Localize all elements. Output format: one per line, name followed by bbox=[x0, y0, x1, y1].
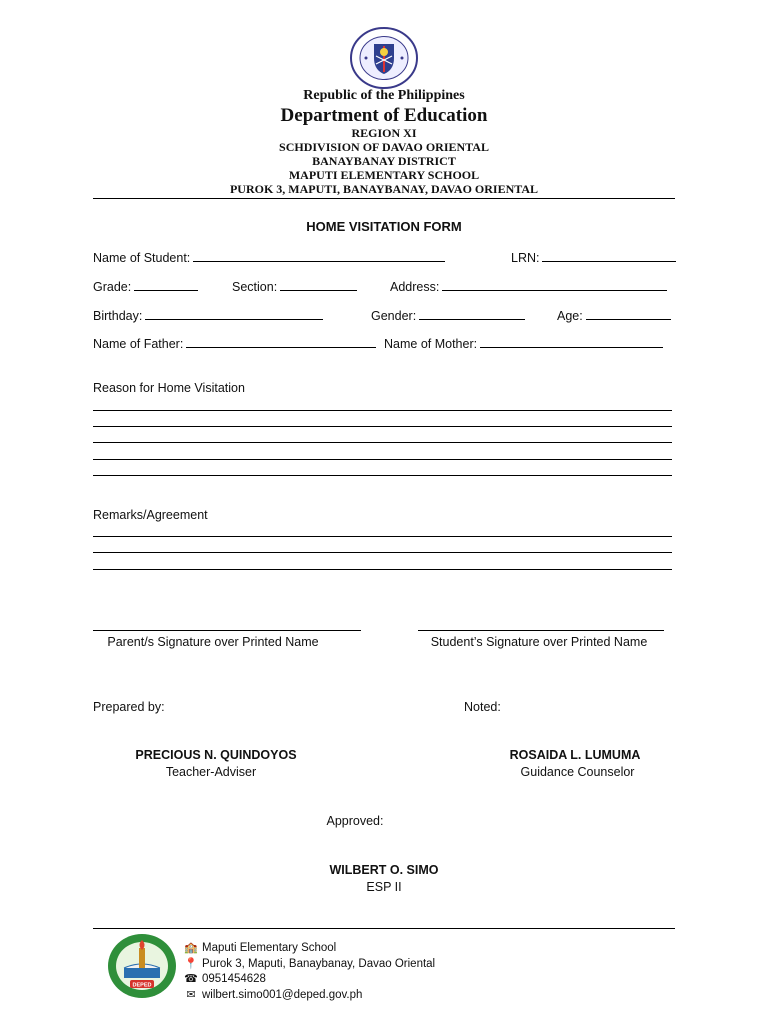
address-blank[interactable] bbox=[442, 279, 667, 291]
approver-role: ESP II bbox=[366, 880, 402, 894]
footer-divider bbox=[93, 928, 675, 929]
mother-name-field[interactable] bbox=[384, 336, 663, 351]
reason-line[interactable] bbox=[93, 426, 672, 427]
svg-text:DEPED: DEPED bbox=[132, 982, 152, 989]
school-icon: 🏫 bbox=[184, 942, 198, 954]
footer-phone-text: 0951454628 bbox=[202, 973, 266, 985]
mother-name-label: Name of Mother: bbox=[384, 337, 478, 351]
deped-seal-logo bbox=[348, 26, 420, 90]
grade-field[interactable] bbox=[93, 279, 198, 294]
father-name-label: Name of Father: bbox=[93, 337, 184, 351]
student-signature-line[interactable] bbox=[418, 630, 664, 631]
remarks-label: Remarks/Agreement bbox=[93, 508, 208, 522]
gender-field[interactable] bbox=[371, 308, 525, 323]
reason-line[interactable] bbox=[93, 475, 672, 476]
footer-school-text: Maputi Elementary School bbox=[202, 942, 337, 954]
preparer-name: PRECIOUS N. QUINDOYOS bbox=[135, 748, 297, 762]
noted-label: Noted: bbox=[464, 700, 501, 714]
header-divider bbox=[93, 198, 675, 199]
father-name-blank[interactable] bbox=[186, 336, 376, 348]
reason-label: Reason for Home Visitation bbox=[93, 381, 245, 395]
student-signature-caption: Student’s Signature over Printed Name bbox=[430, 635, 648, 649]
footer-email bbox=[184, 988, 362, 1001]
lrn-blank[interactable] bbox=[542, 250, 676, 262]
approved-label: Approved: bbox=[326, 814, 384, 828]
address-field[interactable] bbox=[390, 279, 667, 294]
phone-icon: ☎ bbox=[184, 973, 198, 985]
address-label: Address: bbox=[390, 280, 440, 294]
envelope-icon: ✉ bbox=[186, 989, 196, 1001]
father-name-field[interactable] bbox=[93, 336, 376, 351]
footer-email-text[interactable]: wilbert.simo001@deped.gov.ph bbox=[202, 989, 363, 1001]
header-district: BANAYBANAY DISTRICT bbox=[312, 154, 456, 168]
header-region: REGION XI bbox=[351, 126, 417, 140]
map-pin-icon: 📍 bbox=[184, 958, 198, 970]
mother-name-blank[interactable] bbox=[480, 336, 663, 348]
lrn-field[interactable] bbox=[511, 250, 676, 265]
school-logo bbox=[106, 932, 178, 1000]
grade-label: Grade: bbox=[93, 280, 132, 294]
header-school: MAPUTI ELEMENTARY SCHOOL bbox=[288, 168, 480, 182]
form-title: HOME VISITATION FORM bbox=[306, 219, 462, 234]
section-blank[interactable] bbox=[280, 279, 357, 291]
footer-address-text: Purok 3, Maputi, Banaybanay, Davao Oriental bbox=[202, 958, 436, 970]
student-name-field[interactable] bbox=[93, 250, 445, 265]
footer-address bbox=[184, 957, 435, 970]
noter-name: ROSAIDA L. LUMUMA bbox=[509, 748, 641, 762]
remarks-line[interactable] bbox=[93, 569, 672, 570]
parent-signature-line[interactable] bbox=[93, 630, 361, 631]
student-name-label: Name of Student: bbox=[93, 251, 191, 265]
lrn-label: LRN: bbox=[511, 251, 540, 265]
approver-name: WILBERT O. SIMO bbox=[329, 863, 439, 877]
section-field[interactable] bbox=[232, 279, 357, 294]
section-label: Section: bbox=[232, 280, 278, 294]
prepared-by-label: Prepared by: bbox=[93, 700, 165, 714]
age-field[interactable] bbox=[557, 308, 671, 323]
student-name-blank[interactable] bbox=[193, 250, 445, 262]
birthday-field[interactable] bbox=[93, 308, 323, 323]
header-address: PUROK 3, MAPUTI, BANAYBANAY, DAVAO ORIENTAL bbox=[229, 182, 539, 196]
header-schdivision: SCHDIVISION OF DAVAO ORIENTAL bbox=[279, 140, 489, 154]
gender-blank[interactable] bbox=[419, 308, 525, 320]
birthday-label: Birthday: bbox=[93, 309, 143, 323]
remarks-line[interactable] bbox=[93, 536, 672, 537]
age-label: Age: bbox=[557, 309, 583, 323]
grade-blank[interactable] bbox=[134, 279, 198, 291]
reason-line[interactable] bbox=[93, 459, 672, 460]
gender-label: Gender: bbox=[371, 309, 417, 323]
footer-phone bbox=[184, 972, 266, 985]
header-republic: Republic of the Philippines bbox=[303, 88, 465, 103]
birthday-blank[interactable] bbox=[145, 308, 323, 320]
parent-signature-caption: Parent/s Signature over Printed Name bbox=[107, 635, 319, 649]
reason-line[interactable] bbox=[93, 442, 672, 443]
reason-line[interactable] bbox=[93, 410, 672, 411]
header-department: Department of Education bbox=[280, 105, 488, 126]
footer-school bbox=[184, 941, 336, 954]
noter-role: Guidance Counselor bbox=[520, 765, 635, 779]
preparer-role: Teacher-Adviser bbox=[165, 765, 257, 779]
age-blank[interactable] bbox=[586, 308, 671, 320]
remarks-line[interactable] bbox=[93, 552, 672, 553]
